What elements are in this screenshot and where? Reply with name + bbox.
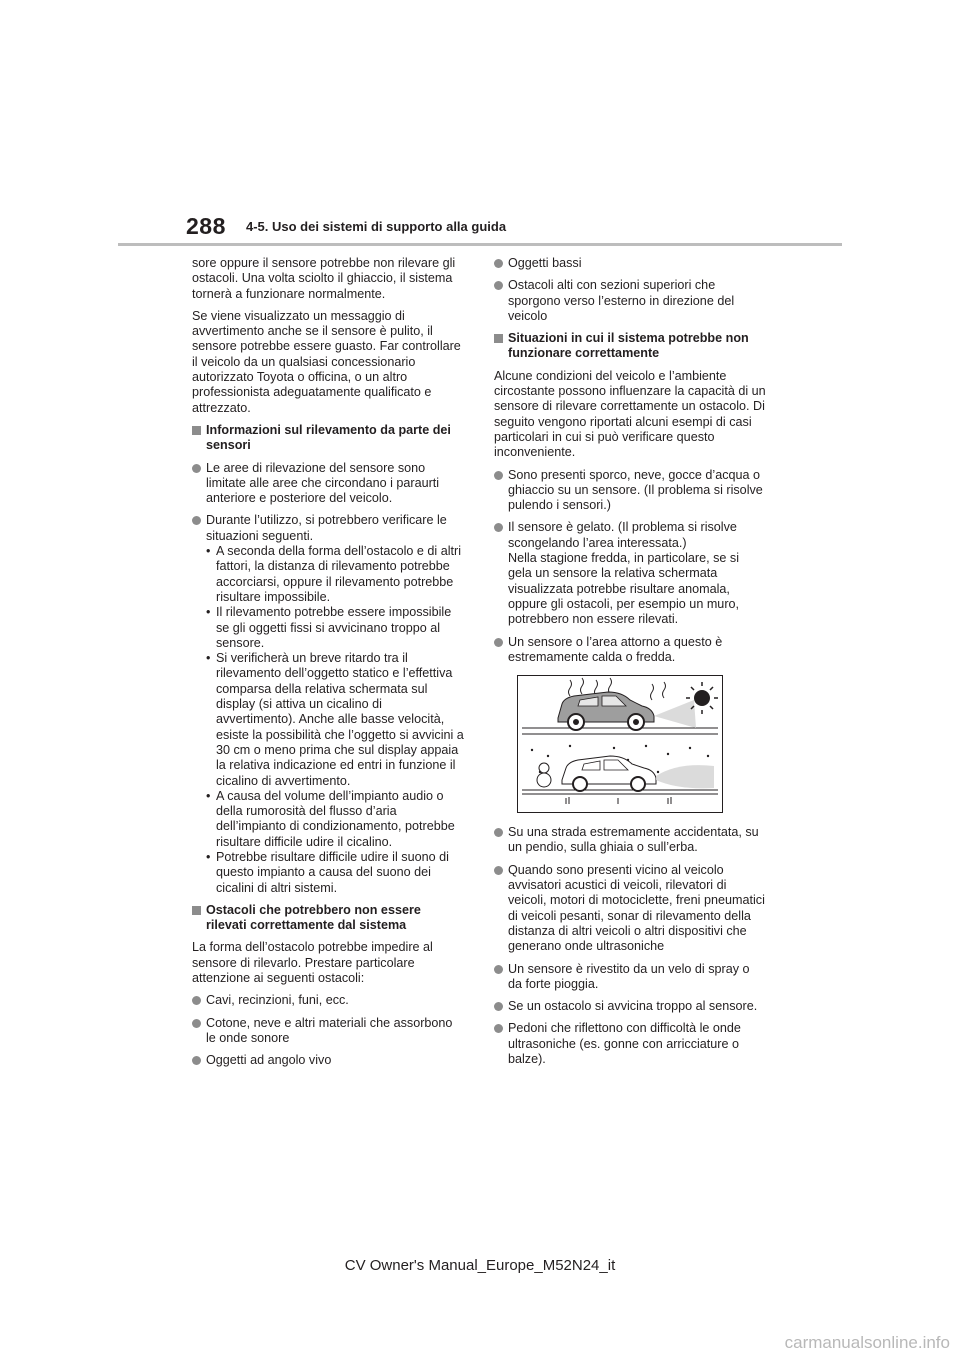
bullet-item — [494, 999, 766, 1014]
bullet-text: Un sensore o l’area attorno a questo è estremamente calda o fredda. — [508, 634, 723, 664]
circle-bullet-icon — [494, 1002, 503, 1011]
sub-item: • Il rilevamento potrebbe essere impossibile se gli oggetti fissi si avvicinano troppo al sensore. — [206, 605, 464, 651]
circle-bullet-icon — [192, 516, 201, 525]
bullet-text: Oggetti bassi — [508, 256, 582, 270]
bullet-text: Sono presenti sporco, neve, gocce d’acqua o ghiaccio su un sensore. (Il problema si risolve pulendo i sensori.) — [508, 467, 763, 513]
circle-bullet-icon — [494, 828, 503, 837]
watermark[interactable]: carmanualsonline.info — [784, 1333, 950, 1352]
sub-item: • A causa del volume dell’impianto audio o della rumorosità del flusso d’aria dell’impianto di condizionamento, potrebbe risultare difficile udire il cicalino. — [206, 789, 464, 850]
circle-bullet-icon — [494, 523, 503, 532]
sensor-beam-icon — [656, 765, 714, 788]
bullet-item — [494, 468, 766, 514]
bullet-item — [494, 825, 766, 856]
circle-bullet-icon — [494, 281, 503, 290]
bullet-text: Ostacoli alti con sezioni superiori che sporgono verso l’esterno in direzione del veicolo — [508, 278, 735, 323]
left-column — [192, 256, 464, 1076]
circle-bullet-icon — [494, 1024, 503, 1033]
section-heading — [192, 903, 464, 934]
bullet-text: Quando sono presenti vicino al veicolo avvisatori acustici di veicoli, rilevatori di veicoli, motori di motociclette, freni pneumatici di veicoli pesanti, sonar di rilevamento della distanza di altri veicoli o altri dispositivi che generano onde ultrasoniche — [508, 862, 765, 954]
circle-bullet-icon — [192, 464, 201, 473]
circle-bullet-icon — [494, 866, 503, 875]
paragraph: La forma dell’ostacolo potrebbe impedire al sensore di rilevarlo. Prestare particolare attenzione ai seguenti ostacoli: — [192, 940, 433, 986]
bullet-item — [494, 520, 766, 627]
paragraph: Se viene visualizzato un messaggio di avvertimento anche se il sensore è pulito, il sensore potrebbe essere guasto. Far controllare il veicolo da un qualsiasi concessionario autorizzato Toyota o officina, o un altro professionista adeguatamente qualificato e attrezzato. — [192, 308, 461, 415]
bullet-item — [192, 993, 464, 1008]
bullet-item — [192, 1016, 464, 1047]
bullet-item — [494, 635, 766, 666]
bullet-text: Cavi, recinzioni, funi, ecc. — [206, 993, 349, 1008]
sub-item: • Si verificherà un breve ritardo tra il rilevamento dell’oggetto statico e l’effettiva comparsa della relativa schermata sul display (si attiva un cicalino di avvertimento). Anche alle basse velocità, esiste la possibilità che l’oggetto si avvicini a 30 cm o meno prima che sul display appaia la relativa indicazione ed entri in funzione il cicalino di avvertimento. — [206, 651, 464, 789]
section-heading-text: Ostacoli che potrebbero non essere rilevati correttamente dal sistema — [206, 902, 421, 933]
snowman-icon — [537, 763, 551, 787]
car-icon — [562, 756, 656, 791]
bullet-item — [192, 513, 464, 895]
circle-bullet-icon — [192, 1056, 201, 1065]
bullet-text: Oggetti ad angolo vivo — [206, 1053, 332, 1068]
circle-bullet-icon — [494, 638, 503, 647]
footer-manual-name: CV Owner's Manual_Europe_M52N24_it — [344, 1257, 616, 1274]
bullet-item — [494, 962, 766, 993]
bullet-text: Cotone, neve e altri materiali che assorbono le onde sonore — [206, 1015, 453, 1045]
square-bullet-icon — [192, 906, 201, 915]
header-divider — [118, 243, 842, 246]
sensor-beam-icon — [654, 700, 696, 728]
paragraph: sore oppure il sensore potrebbe non rilevare gli ostacoli. Una volta sciolto il ghiaccio, il sistema tornerà a funzionare normalmente. — [192, 256, 456, 301]
right-column — [494, 256, 766, 1074]
bullet-text: Se un ostacolo si avvicina troppo al sensore. — [508, 999, 758, 1014]
bullet-item — [494, 278, 766, 324]
circle-bullet-icon — [192, 1019, 201, 1028]
paragraph: Alcune condizioni del veicolo e l’ambiente circostante possono influenzare la capacità di un sensore di rilevare correttamente un ostacolo. Di seguito vengono riportati alcuni esempi di casi particolari in cui si può verificare questo inconveniente. — [494, 368, 766, 460]
bullet-item — [494, 863, 766, 955]
bullet-text: Un sensore è rivestito da un velo di spray o da forte pioggia. — [508, 961, 750, 991]
car-icon — [558, 692, 654, 730]
circle-bullet-icon — [494, 965, 503, 974]
bullet-item — [192, 1053, 464, 1068]
section-title: 4-5. Uso dei sistemi di supporto alla guida — [246, 219, 507, 234]
section-heading-text: Informazioni sul rilevamento da parte dei sensori — [206, 422, 451, 453]
bullet-item — [192, 461, 464, 507]
square-bullet-icon — [494, 334, 503, 343]
bullet-text: Su una strada estremamente accidentata, su un pendio, sulla ghiaia o sull’erba. — [508, 825, 759, 855]
grass-icon — [566, 797, 671, 804]
circle-bullet-icon — [494, 259, 503, 268]
page-number: 288 — [186, 213, 226, 239]
sub-item: • A seconda della forma dell’ostacolo e di altri fattori, la distanza di rilevamento potrebbe accorciarsi, oppure il rilevamento potrebbe risultare impossibile. — [206, 544, 464, 605]
bullet-text: Durante l’utilizzo, si potrebbero verificare le situazioni seguenti. — [206, 513, 447, 543]
bullet-item — [494, 256, 766, 271]
section-heading — [192, 423, 464, 454]
bullet-item — [494, 1021, 766, 1067]
illustration-hot-cold-car — [517, 675, 723, 813]
square-bullet-icon — [192, 426, 201, 435]
car-temperature-illustration — [518, 676, 722, 812]
bullet-text: Il sensore è gelato. (Il problema si risolve scongelando l’area interessata.) — [508, 520, 737, 550]
section-heading-text: Situazioni in cui il sistema potrebbe non funzionare correttamente — [508, 331, 749, 361]
bullet-text: Nella stagione fredda, in particolare, se si gela un sensore la relativa schermata visualizzata potrebbe risultare anomala, oppure gli ostacoli, per esempio un muro, potrebbero non essere rilevati. — [508, 551, 740, 627]
sub-item: • Potrebbe risultare difficile udire il suono di questo impianto a causa del suono dei cicalini di altri sistemi. — [206, 850, 464, 896]
circle-bullet-icon — [192, 996, 201, 1005]
circle-bullet-icon — [494, 471, 503, 480]
bullet-text: Le aree di rilevazione del sensore sono limitate alle aree che circondano i paraurti anteriore e posteriore del veicolo. — [206, 460, 440, 506]
section-heading — [494, 331, 766, 362]
bullet-text: Pedoni che riflettono con difficoltà le onde ultrasoniche (es. gonne con arricciature o balze). — [508, 1021, 741, 1066]
